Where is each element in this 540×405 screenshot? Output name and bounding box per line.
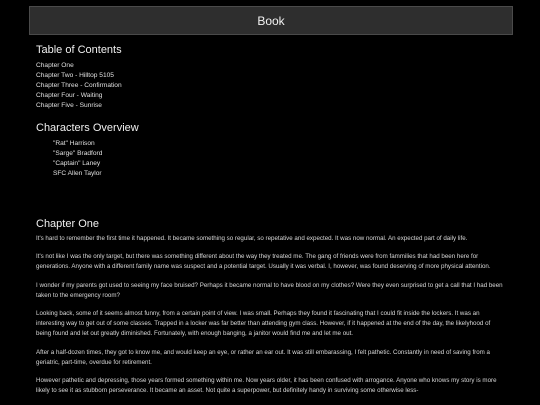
toc-heading: Table of Contents [36, 44, 122, 56]
page-header [29, 6, 513, 35]
toc-item[interactable] [36, 81, 506, 91]
page-title: Book [257, 13, 285, 28]
toc-item[interactable] [36, 91, 506, 101]
toc-link-chapter-two[interactable]: Chapter Two - Hilltop 5105 [36, 72, 114, 79]
characters-list [36, 139, 506, 179]
character-item: "Captain" Laney [53, 160, 101, 167]
toc-link-chapter-five[interactable]: Chapter Five - Sunrise [36, 102, 102, 109]
toc-link-chapter-three[interactable]: Chapter Three - Confirmation [36, 82, 122, 89]
character-item: SFC Allen Taylor [53, 170, 102, 177]
character-item: "Rat" Harrison [53, 140, 95, 147]
toc-item[interactable] [36, 71, 506, 81]
chapter-paragraph: However pathetic and depressing, those years formed something within me. Now years older, it has been confused with arrogance. Anyone who knows my story is more likely to see it as stubborn perseverance. It became an asset. Not quite a superpower, but definitely handy in surviving some otherwise less- [36, 377, 497, 395]
chapter-paragraph: Looking back, some of it seems almost funny, from a certain point of view. I was small. Perhaps they found it fascinating that I could fit inside the lockers. It was an interesting way to get out of some classes. Trapped in a locker was far better than attending gym class. However, if it happened at the end of the day, the likelyhood of being found and let out greatly diminished. Fortunately, with enough banging, a janitor would find me and let me out. [36, 310, 491, 338]
characters-heading: Characters Overview [36, 122, 139, 134]
chapter-paragraph: After a half-dozen times, they got to know me, and would keep an eye, or rather an ear out. It was still embarassing, I felt pathetic. Constantly in need of saving from a geriatric, part-time, overdue for retirement. [36, 348, 490, 366]
character-item: "Sarge" Bradford [53, 150, 103, 157]
chapter-paragraph: I wonder if my parents got used to seeing my face bruised? Perhaps it became normal to have blood on my clothes? Were they even surprised to get a call that I had been taken to the emergency room? [36, 281, 503, 299]
toc-item[interactable] [36, 101, 506, 111]
toc-link-chapter-four[interactable]: Chapter Four - Waiting [36, 92, 103, 99]
chapter-heading: Chapter One [36, 218, 99, 230]
toc-list [36, 61, 506, 111]
chapter-paragraph: It's not like I was the only target, but there was something different about the way they treated me. The gang of friends were from fammilies that had been here for generations. Anyone with a different family name was suspect and a potential target. Usually it was verbal. I, however, was found deserving of more physical attention. [36, 253, 491, 271]
chapter-paragraph: It's hard to remember the first time it happened. It became something so regular, so repetative and expected. It was now normal. An expected part of daily life. [36, 235, 468, 242]
toc-link-chapter-one[interactable]: Chapter One [36, 62, 74, 69]
front-matter [36, 44, 506, 179]
chapter-section [36, 218, 506, 404]
toc-item[interactable] [36, 61, 506, 71]
